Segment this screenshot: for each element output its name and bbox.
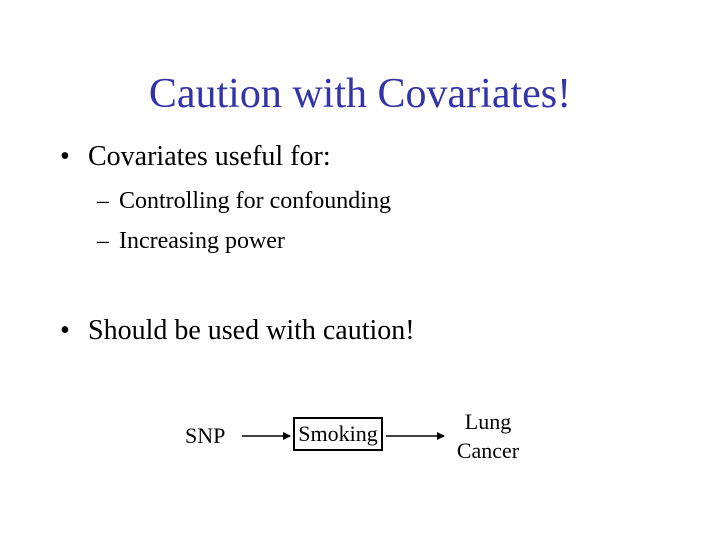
sub-bullet-power xyxy=(97,226,285,256)
bullet-text: Covariates useful for: xyxy=(88,141,331,172)
sub-bullet-glyph: – xyxy=(97,228,109,254)
sub-bullet-text: Increasing power xyxy=(119,228,285,254)
node-snp: SNP xyxy=(185,423,226,448)
causal-diagram xyxy=(0,380,720,480)
bullet-caution xyxy=(60,314,415,348)
sub-bullet-glyph: – xyxy=(97,188,109,214)
bullet-covariates-useful xyxy=(60,140,331,174)
sub-bullet-confounding xyxy=(97,186,391,216)
slide-title: Caution with Covariates! xyxy=(148,71,572,117)
sub-bullet-text: Controlling for confounding xyxy=(119,188,391,214)
bullet-glyph: • xyxy=(60,315,70,346)
bullet-text: Should be used with caution! xyxy=(88,315,415,346)
bullet-glyph: • xyxy=(60,141,70,172)
node-lung-cancer-line1: Lung xyxy=(464,409,512,434)
node-lung-cancer xyxy=(448,407,528,465)
node-smoking: Smoking xyxy=(293,417,383,451)
node-lung-cancer-line2: Cancer xyxy=(456,438,520,463)
